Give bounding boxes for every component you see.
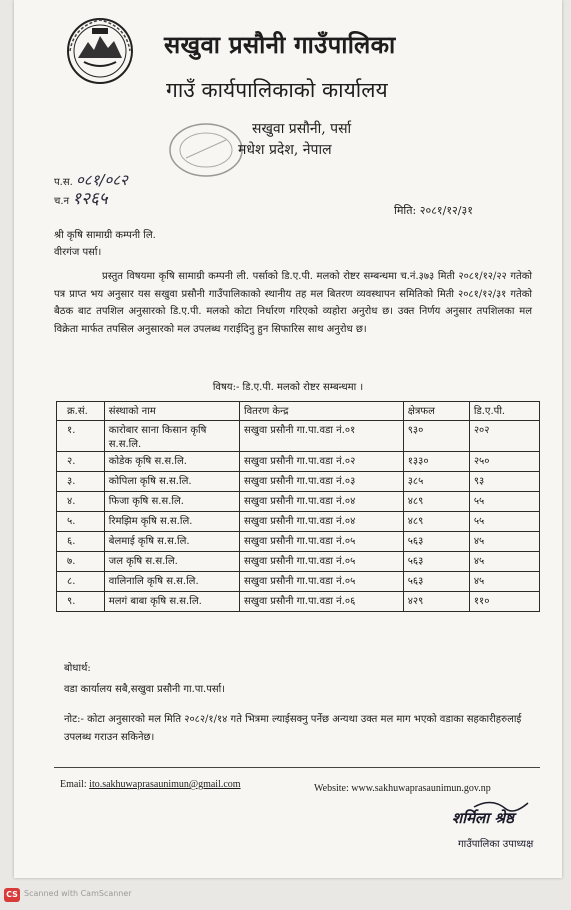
cc-text: वडा कार्यालय सबै,सखुवा प्रसौनी गा.पा.पर्सा। — [64, 684, 226, 695]
cell-sn: ८. — [57, 572, 105, 592]
cell-sn: ४. — [57, 492, 105, 512]
header-dap: डि.ए.पी. — [469, 402, 539, 421]
document-page — [14, 0, 562, 878]
cell-sn: ७. — [57, 552, 105, 572]
cell-area: ९३० — [403, 421, 469, 452]
signature-name: शर्मिला श्रेष्ठ — [452, 809, 514, 827]
cell-sn: ९. — [57, 592, 105, 612]
recipient-name: श्री कृषि सामाग्री कम्पनी लि. — [54, 230, 156, 241]
table-row — [57, 512, 540, 532]
table-subject: विषय:- डि.ए.पी. मलको रोष्टर सम्बन्धमा । — [212, 382, 364, 393]
nepal-emblem-icon — [64, 16, 136, 86]
address-line-2: मधेश प्रदेश, नेपाल — [238, 142, 332, 158]
website-label: Website: — [314, 783, 349, 794]
table-row — [57, 492, 540, 512]
cell-area: ५६३ — [403, 572, 469, 592]
table-row — [57, 592, 540, 612]
cell-org-name: कारोबार साना किसान कृषि स.स.लि. — [104, 421, 239, 452]
letter-number-value: ०८१/०८२ — [76, 171, 128, 189]
cell-center: सखुवा प्रसौनी गा.पा.वडा नं.०४ — [240, 512, 404, 532]
note-text: नोट:- कोटा अनुसारको मल मिति २०८२/१/१४ गते भित्रमा ल्याईसक्नु पर्नेछ अन्यथा उक्त मल माग भएको वडाका सहकारीहरुलाई उपलब्ध गराउन सकिनेछ। — [64, 714, 522, 743]
dispatch-number-label: च.न — [54, 196, 70, 207]
cell-center: सखुवा प्रसौनी गा.पा.वडा नं.०४ — [240, 492, 404, 512]
cell-org-name: रिमझिम कृषि स.स.लि. — [104, 512, 239, 532]
cell-area: ३८५ — [403, 472, 469, 492]
cell-area: १३३० — [403, 452, 469, 472]
cell-area: ५६३ — [403, 552, 469, 572]
recipient-address: वीरगंज पर्सा। — [54, 247, 102, 258]
cell-dap: ५५ — [469, 512, 539, 532]
cell-center: सखुवा प्रसौनी गा.पा.वडा नं.०३ — [240, 472, 404, 492]
cell-dap: ९३ — [469, 472, 539, 492]
signature — [444, 795, 554, 857]
cell-org-name: कोडेक कृषि स.स.लि. — [104, 452, 239, 472]
header-org-name: संस्थाको नाम — [104, 402, 239, 421]
website-line — [314, 783, 491, 794]
quota-table — [56, 401, 540, 612]
cell-org-name: जल कृषि स.स.लि. — [104, 552, 239, 572]
cell-dap: ५५ — [469, 492, 539, 512]
office-title: सखुवा प्रसौनी गाउँपालिका — [164, 30, 396, 59]
dispatch-number-value: १२६५ — [72, 189, 108, 209]
cell-area: ५६३ — [403, 532, 469, 552]
cell-center: सखुवा प्रसौनी गा.पा.वडा नं.०५ — [240, 572, 404, 592]
cell-center: सखुवा प्रसौनी गा.पा.वडा नं.०१ — [240, 421, 404, 452]
cell-dap: २५० — [469, 452, 539, 472]
cell-center: सखुवा प्रसौनी गा.पा.वडा नं.०५ — [240, 552, 404, 572]
header-sn: क्र.सं. — [57, 402, 105, 421]
cell-area: ४८९ — [403, 512, 469, 532]
scanner-watermark: Scanned with CamScanner — [24, 889, 132, 898]
header-distribution-center: वितरण केन्द्र — [240, 402, 404, 421]
cell-org-name: कोपिला कृषि स.स.लि. — [104, 472, 239, 492]
cell-dap: २०२ — [469, 421, 539, 452]
letter-number-label: प.स. — [54, 177, 73, 188]
cell-dap: ११० — [469, 592, 539, 612]
table-row — [57, 472, 540, 492]
cell-org-name: मलगं बाबा कृषि स.स.लि. — [104, 592, 239, 612]
email-line — [60, 779, 241, 790]
dispatch-number — [54, 186, 108, 209]
cell-org-name: फिजा कृषि स.स.लि. — [104, 492, 239, 512]
website-link[interactable]: www.sakhuwaprasaunimun.gov.np — [351, 783, 491, 794]
cc-label: बोधार्थ: — [64, 663, 91, 674]
table-row — [57, 552, 540, 572]
office-subtitle: गाउँ कार्यपालिकाको कार्यालय — [166, 78, 388, 102]
cell-area: ४८९ — [403, 492, 469, 512]
table-row — [57, 421, 540, 452]
cell-sn: २. — [57, 452, 105, 472]
table-header-row — [57, 402, 540, 421]
cell-dap: ४५ — [469, 532, 539, 552]
cell-dap: ४५ — [469, 572, 539, 592]
table-row — [57, 452, 540, 472]
camscanner-logo-icon: CS — [4, 888, 20, 902]
cell-sn: ५. — [57, 512, 105, 532]
table-row — [57, 532, 540, 552]
cell-center: सखुवा प्रसौनी गा.पा.वडा नं.०६ — [240, 592, 404, 612]
cell-center: सखुवा प्रसौनी गा.पा.वडा नं.०२ — [240, 452, 404, 472]
cell-center: सखुवा प्रसौनी गा.पा.वडा नं.०५ — [240, 532, 404, 552]
letter-body: प्रस्तुत विषयमा कृषि सामाग्री कम्पनी ली. पर्साको डि.ए.पी. मलको रोष्टर सम्बन्धमा च.नं.३७३ मिती २०८१/१२/२२ गतेको पत्र प्राप्त भय अनुसार यस सखुवा प्रसौनी गाउँपालिकाको स्थानीय तह मल बितरण व्यवस्थापन समितिको मिती २०८१/१२/३१ गतेको बैठक बाट तपशिल अनुसारको डि.ए.पी. मलको कोटा निर्धारण गरिएको व्यहोरा अनुरोध छ। उक्त निर्णय अनुसार तपशिलका मल विक्रेता मार्फत तपसिल अनुसारको मल उपलब्ध गराईदिनु हुन सिफारिस साथ अनुरोध छ। — [54, 271, 532, 335]
signature-title: गाउँपालिका उपाध्यक्ष — [458, 839, 534, 850]
email-label: Email: — [60, 779, 87, 790]
cell-sn: ६. — [57, 532, 105, 552]
cell-dap: ४५ — [469, 552, 539, 572]
office-stamp-icon — [166, 120, 246, 178]
address-line-1: सखुवा प्रसौनी, पर्सा — [252, 121, 352, 137]
table-row — [57, 572, 540, 592]
letter-date: मिति: २०८१/१२/३१ — [394, 204, 473, 217]
header-area: क्षेत्रफल — [403, 402, 469, 421]
email-link[interactable]: ito.sakhuwaprasaunimun@gmail.com — [89, 779, 241, 790]
cell-org-name: बेलमाई कृषि स.स.लि. — [104, 532, 239, 552]
cell-org-name: वालिनालि कृषि स.स.लि. — [104, 572, 239, 592]
cell-sn: १. — [57, 421, 105, 452]
footer-divider — [54, 767, 540, 768]
cell-area: ४२९ — [403, 592, 469, 612]
cell-sn: ३. — [57, 472, 105, 492]
